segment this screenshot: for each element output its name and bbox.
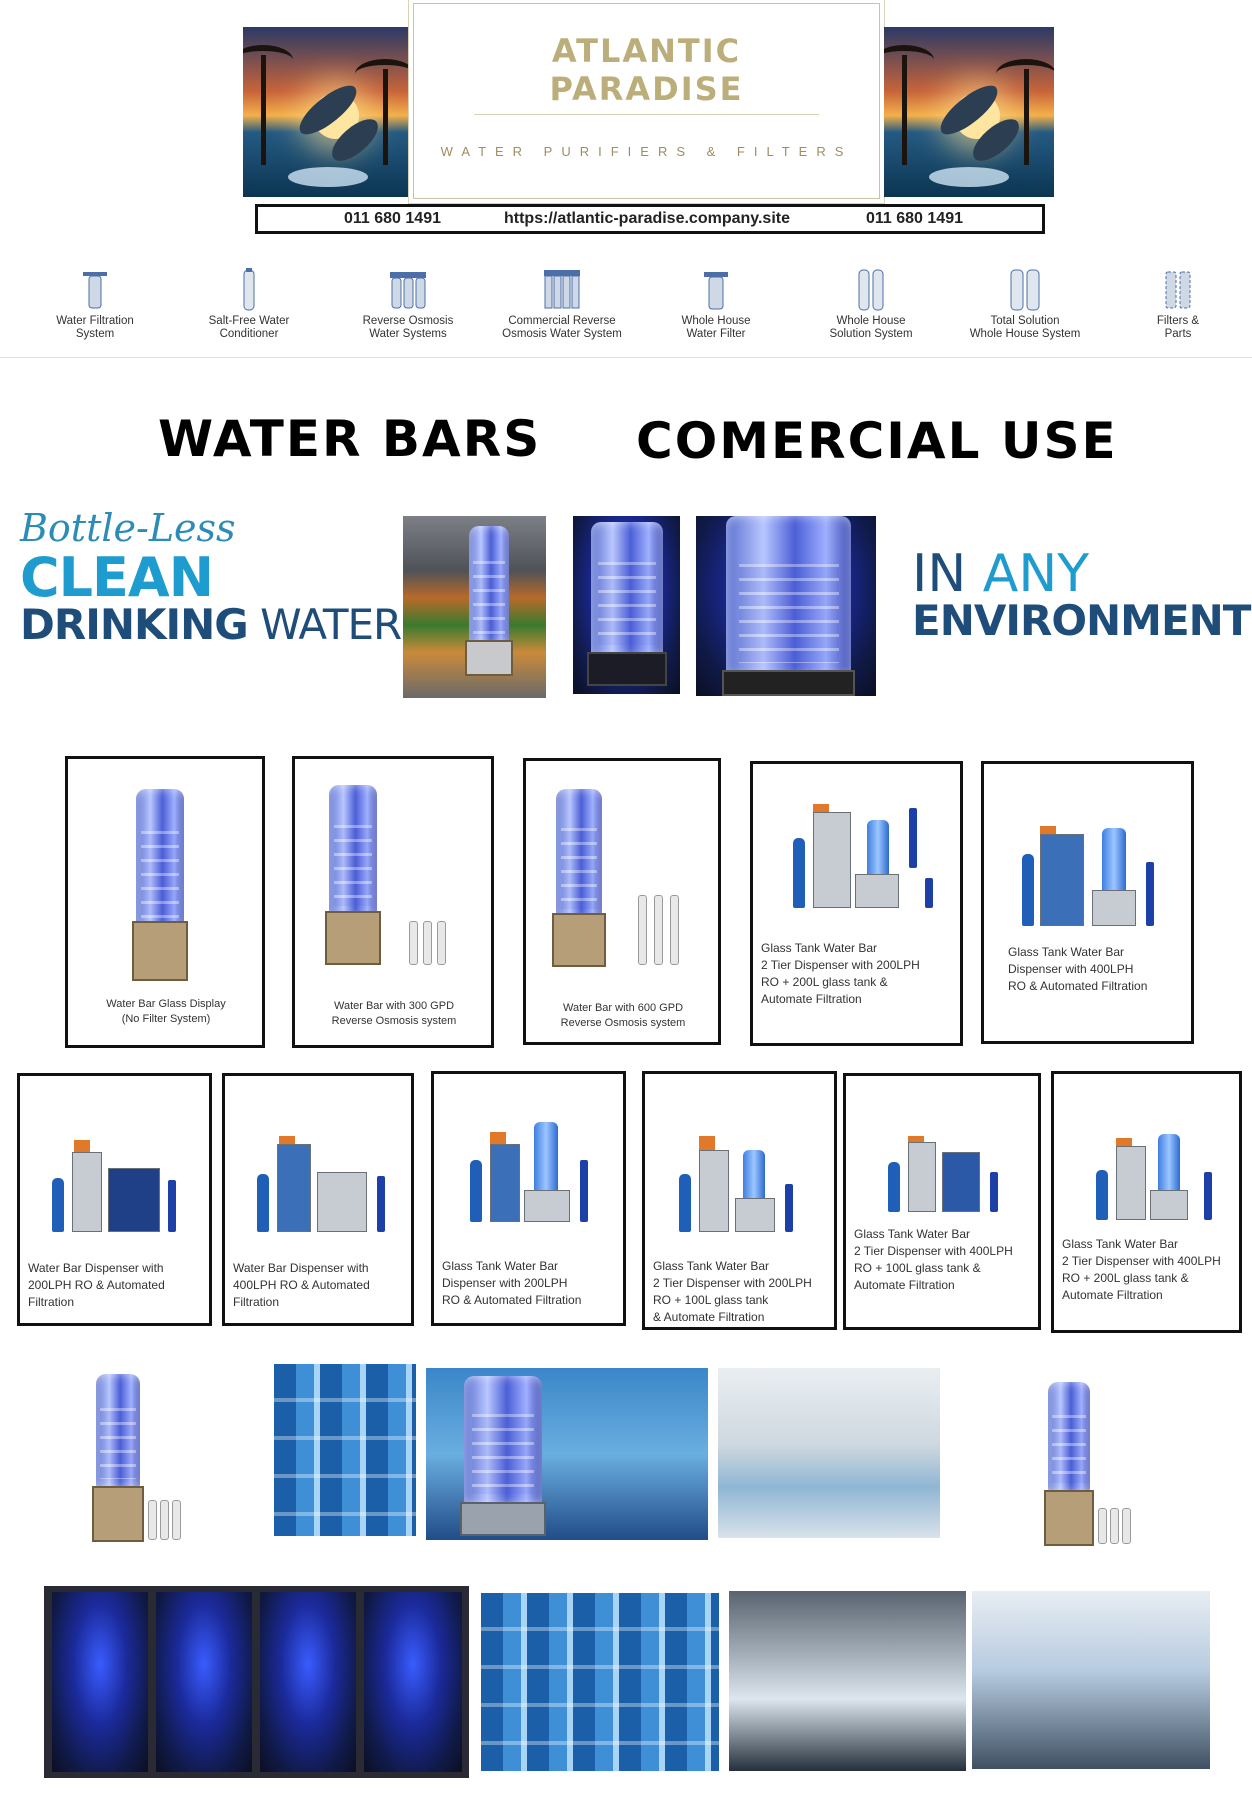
product-card[interactable] (292, 756, 494, 1048)
heading-commercial-use: COMERCIAL USE (636, 412, 1118, 470)
water-splash (929, 167, 1009, 187)
product-label: Water Bar Dispenser with 400LPH RO & Automated Filtration (233, 1261, 370, 1309)
product-card[interactable] (222, 1073, 414, 1326)
phone-link-right[interactable]: 011 680 1491 (866, 210, 963, 227)
water-splash (288, 167, 368, 187)
bottling-photo[interactable] (729, 1591, 966, 1771)
water-tower (469, 526, 509, 676)
water-bar-machine (677, 1128, 827, 1232)
logo-divider (474, 114, 819, 115)
bottles-photo[interactable] (274, 1364, 416, 1536)
tagline-drinking-water: DRINKING WATER (20, 600, 402, 649)
product-label: Water Bar with 300 GPD Reverse Osmosis system (331, 1000, 457, 1027)
conveyor-photo[interactable] (972, 1591, 1210, 1769)
water-tower-product[interactable] (96, 1374, 140, 1542)
collage-photo (52, 1592, 148, 1772)
ro-unit (1096, 1500, 1134, 1544)
nav-item-whole-house-filter[interactable] (641, 268, 791, 341)
tagline-in-any: IN ANY (912, 544, 1089, 604)
brand-tagline: WATER PURIFIERS & FILTERS (440, 144, 853, 159)
product-label: Glass Tank Water Bar 2 Tier Dispenser with 400LPH RO + 200L glass tank & Automate Filtration (1062, 1237, 1221, 1302)
nav-label: Commercial Reverse Osmosis Water System (502, 315, 622, 340)
water-bar-machine (50, 1136, 200, 1232)
nav-item-total-solution[interactable] (950, 268, 1100, 341)
palm-tree (1024, 69, 1029, 165)
nav-item-commercial-ro[interactable] (487, 268, 637, 341)
nav-item-solution-system[interactable] (796, 268, 946, 341)
collage-photo (260, 1592, 356, 1772)
nav-item-salt-free[interactable] (174, 268, 324, 341)
product-label: Glass Tank Water Bar Dispenser with 400LPH RO & Automated Filtration (1008, 945, 1148, 993)
collage-photo (156, 1592, 252, 1772)
glowing-tank-photo[interactable] (573, 516, 680, 694)
product-label: Glass Tank Water Bar 2 Tier Dispenser with 200LPH RO + 100L glass tank & Automate Filtration (653, 1259, 812, 1324)
water-bar-machine (789, 798, 949, 908)
ro-unit (146, 1490, 184, 1540)
nav-label: Total Solution Whole House System (969, 315, 1081, 340)
website-link[interactable]: https://atlantic-paradise.company.site (504, 210, 790, 227)
solution-system-icon (851, 268, 891, 312)
nav-item-water-filtration[interactable] (20, 268, 170, 341)
whole-house-filter-icon (696, 268, 736, 312)
glowing-tanks-collage[interactable] (44, 1586, 469, 1778)
water-bar-machine (255, 1134, 405, 1232)
water-tower (136, 789, 184, 981)
tagline-environment: ENVIRONMENT (912, 596, 1251, 645)
single-filter-icon (75, 268, 115, 312)
phone-link-left[interactable]: 011 680 1491 (344, 210, 441, 227)
header-scene-right (884, 27, 1054, 197)
water-bar-store-photo[interactable] (426, 1368, 708, 1540)
refill-shop-photo[interactable] (718, 1368, 940, 1538)
nav-item-filters-parts[interactable] (1103, 268, 1252, 341)
conditioner-icon (229, 268, 269, 312)
product-card[interactable] (431, 1071, 626, 1326)
product-card[interactable] (642, 1071, 837, 1330)
product-card[interactable] (65, 756, 265, 1048)
ro-system-icon (386, 268, 430, 312)
nav-label: Water Filtration System (56, 315, 134, 340)
brand-name-line2: PARADISE (549, 70, 744, 108)
product-label: Glass Tank Water Bar 2 Tier Dispenser with 400LPH RO + 100L glass tank & Automate Filtration (854, 1227, 1013, 1292)
product-card[interactable] (981, 761, 1194, 1044)
nav-item-reverse-osmosis[interactable] (333, 268, 483, 341)
palm-tree (383, 69, 388, 165)
water-tower (726, 516, 851, 696)
nav-label: Filters & Parts (1156, 315, 1200, 340)
heading-water-bars: WATER BARS (158, 410, 542, 468)
product-card[interactable] (750, 761, 963, 1046)
nav-label: Whole House Solution System (829, 315, 913, 340)
water-tower (329, 785, 377, 965)
glowing-tank-closeup-photo[interactable] (696, 516, 876, 696)
product-label: Glass Tank Water Bar 2 Tier Dispenser with 200LPH RO + 200L glass tank & Automate Filtration (761, 941, 920, 1006)
product-label: Water Bar with 600 GPD Reverse Osmosis system (560, 1002, 686, 1029)
category-nav (0, 268, 1252, 358)
brand-logo[interactable] (413, 3, 880, 199)
brand-name-line1: ATLANTIC (551, 32, 742, 70)
store-water-bar-photo[interactable] (403, 516, 546, 698)
header-scene-left (243, 27, 413, 197)
ro-unit (407, 915, 451, 965)
product-card[interactable] (17, 1073, 212, 1326)
product-label: Water Bar Glass Display (No Filter System) (106, 998, 226, 1025)
large-bottles-photo[interactable] (481, 1593, 719, 1771)
water-tower-product[interactable] (1048, 1382, 1090, 1546)
product-label: Glass Tank Water Bar Dispenser with 200LPH RO & Automated Filtration (442, 1259, 582, 1307)
product-card[interactable] (1051, 1071, 1242, 1333)
water-tower (464, 1376, 542, 1536)
nav-label: Salt-Free Water Conditioner (208, 315, 290, 340)
water-bar-machine (1018, 818, 1178, 926)
palm-tree (261, 55, 266, 165)
filters-parts-icon (1158, 268, 1198, 312)
water-tower (591, 522, 663, 686)
product-label: Water Bar Dispenser with 200LPH RO & Automated Filtration (28, 1261, 165, 1309)
tagline-bottle-less: Bottle-Less (20, 506, 236, 550)
water-tower (556, 789, 602, 967)
collage-photo (364, 1592, 462, 1772)
commercial-ro-icon (540, 268, 584, 312)
water-bar-machine (468, 1112, 618, 1222)
total-solution-icon (1005, 268, 1045, 312)
nav-label: Reverse Osmosis Water Systems (362, 315, 454, 340)
contact-bar (255, 204, 1045, 234)
palm-tree (902, 55, 907, 165)
product-card[interactable] (843, 1073, 1041, 1330)
water-bar-machine (886, 1136, 1036, 1212)
water-bar-machine (1094, 1130, 1244, 1220)
tagline-clean: CLEAN (20, 546, 213, 609)
product-card[interactable] (523, 758, 721, 1045)
nav-label: Whole House Water Filter (681, 315, 751, 340)
ro-unit (636, 891, 686, 965)
